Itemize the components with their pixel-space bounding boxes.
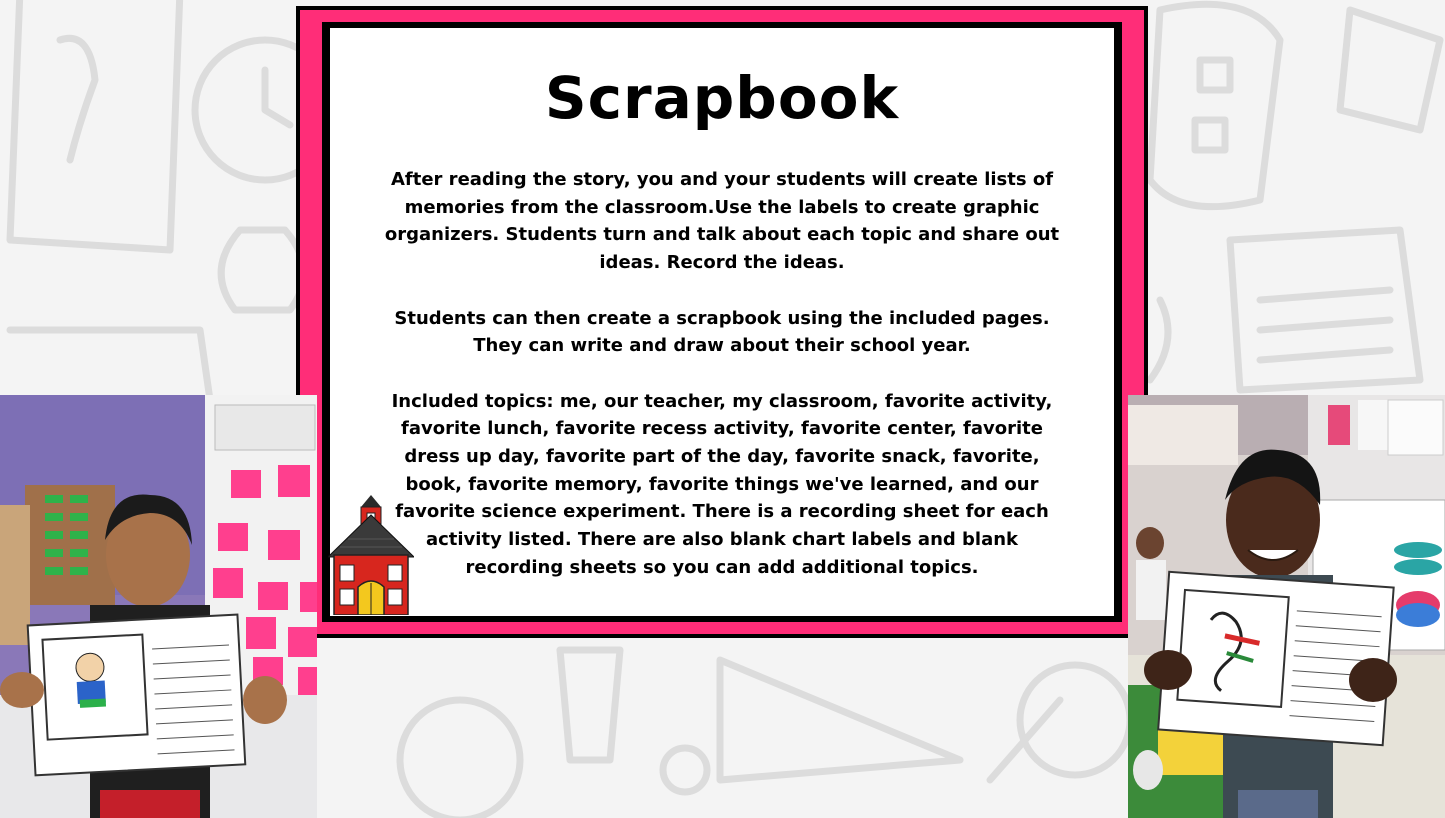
paragraph-topics: Included topics: me, our teacher, my classroom, favorite activity, favorite lunch, favorite recess activity, favorite center, favorite dress up day, favorite part of the day, favorite snack, favorite, book, favorite memory, favorite things we've learned, and our favorite science experiment. There is a recording sheet for each activity listed. There are also blank chart labels and blank recording sheets so you can add additional topics. — [391, 390, 1053, 578]
slide-title: Scrapbook — [544, 64, 900, 132]
paragraph-intro: After reading the story, you and your students will create lists of memories from the classroom.Use the labels to create graphic organizers. Students turn and talk about each topic and share out ideas. Record the ideas. — [384, 169, 1060, 274]
classroom-photo-right — [1128, 395, 1445, 818]
schoolhouse-icon — [328, 495, 414, 615]
slide-frame — [296, 6, 1148, 638]
content-card — [330, 28, 1114, 616]
paragraph-scrapbook: Students can then create a scrapbook using the included pages. They can write and draw about their school year. — [394, 307, 1050, 357]
slide-body — [378, 166, 1066, 609]
classroom-photo-left — [0, 395, 317, 818]
